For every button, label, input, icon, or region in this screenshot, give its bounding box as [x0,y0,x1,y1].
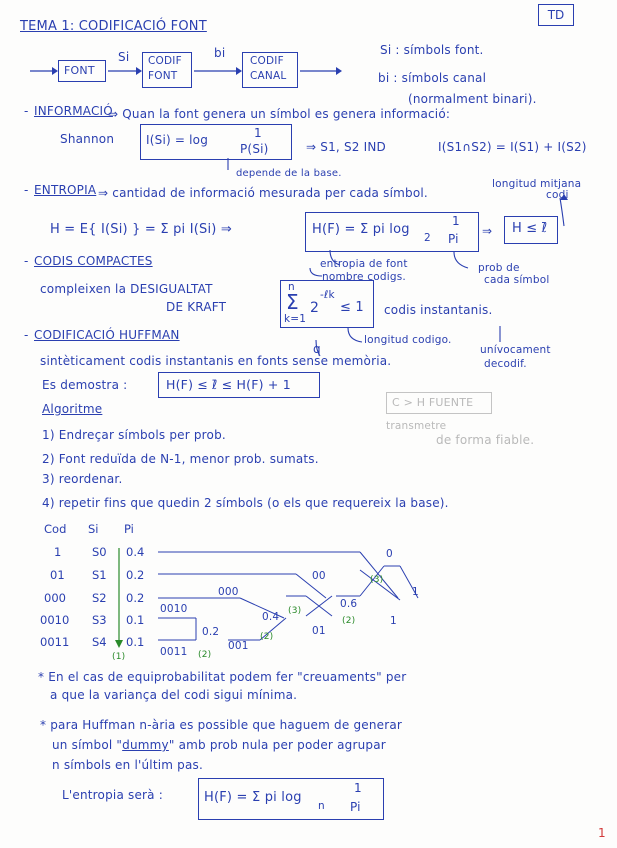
kraft-sum: Σ [286,290,299,314]
entropia-text: ⇒ cantidad de informació mesurada per cada símbol. [98,186,428,200]
entropy-n-lhs: H(F) = Σ pi log [204,790,302,805]
tree-code-1b: 1 [390,615,397,627]
cell-cod: 000 [44,591,66,605]
cell-p: 0.4 [126,545,145,559]
entropy-formula-den: Pi [448,232,459,246]
bi-definition: bi : símbols canal [378,71,487,85]
note-2c: n símbols en l'últim pas. [52,758,204,772]
huffman-text: sintèticament codis instantanis en fonts sense memòria. [40,354,392,368]
entropy-ineq: H ≤ ℓ̄ [512,221,548,236]
entropia-font-note: entropia de font [320,258,408,270]
tree-p04: 0.4 [262,611,280,623]
kraft-le: ≤ 1 [340,300,364,315]
q-label: q [313,342,321,356]
header-cod: Cod [44,522,67,536]
huffman-bullet: - [24,328,29,342]
bi-label: bi [214,46,226,60]
nombre-codis-note: nombre codigs. [322,271,406,283]
entropy-implies: ⇒ [482,224,493,238]
page-number: 1 [598,826,606,840]
prob-note-1: prob de [478,262,520,274]
demo-label: Es demostra : [42,378,128,392]
cell-si: S1 [92,568,107,582]
note-2a: * para Huffman n-ària es possible que haguem de generar [40,718,403,732]
note-2b-post: " amb prob nula per poder agrupar [168,738,386,752]
tree-code-001: 001 [228,640,249,652]
kraft-text-1: compleixen la DESIGUALTAT [40,282,213,296]
codif-canal-line2: CANAL [250,70,287,82]
step-2: 2) Font reduïda de N-1, menor prob. sumats. [42,452,319,466]
step-1: 1) Endreçar símbols per prob. [42,428,226,442]
tree-code-0010: 0010 [160,603,188,615]
entropy-n-sub: n [318,800,325,812]
tree-code-00: 00 [312,570,326,582]
header-pi: Pi [124,522,134,536]
informacio-text: ⇒ Quan la font genera un símbol es genera informació: [108,107,451,121]
base-note: depende de la base. [236,168,342,179]
independence-implies: ⇒ S1, S2 IND [306,140,386,154]
si-definition: Si : símbols font. [380,43,484,57]
shannon-label: Shannon [60,132,115,146]
compactes-bullet: - [24,254,29,268]
avg-length-note1: longitud mitjana [492,178,582,190]
tree-step-3c: (3) [370,575,384,585]
note-2b [52,738,386,752]
kraft-base: 2 [310,300,320,316]
page-title: TEMA 1: CODIFICACIÓ FONT [20,19,207,34]
capacity-note-1: transmetre [386,420,447,432]
entropy-n-label: L'entropia serà : [62,788,163,802]
cell-p: 0.1 [126,613,145,627]
shannon-formula-num: 1 [254,126,262,140]
step-4: 4) repetir fins que quedin 2 símbols (o els que requereix la base). [42,496,449,510]
tree-step-1: (1) [112,652,126,662]
tree-code-01: 01 [312,625,326,637]
prob-note-2: cada símbol [484,274,550,286]
avg-length-note2: codi [546,189,569,201]
demo-formula: H(F) ≤ ℓ̄ ≤ H(F) + 1 [166,377,291,392]
tree-p06: 0.6 [340,598,358,610]
entropy-n-den: Pi [350,800,361,814]
bi-note: (normalment binari). [408,92,537,106]
additivity-formula: I(S1∩S2) = I(S1) + I(S2) [438,140,587,154]
informacio-heading: INFORMACIÓ [34,104,113,118]
cell-cod: 0011 [40,635,70,649]
huffman-heading: CODIFICACIÓ HUFFMAN [34,328,180,342]
codif-font-line2: FONT [148,70,178,82]
note-1b: a que la variança del codi sigui mínima. [50,688,298,702]
tree-step-3a: (3) [288,606,302,616]
entropia-heading: ENTROPIA [34,183,97,197]
cell-si: S0 [92,545,107,559]
codif-font-line1: CODIF [148,55,182,67]
header-si: Si [88,522,99,536]
note-2b-dummy: dummy [122,738,169,752]
si-label: Si [118,50,130,64]
kraft-text-2: DE KRAFT [166,300,227,314]
informacio-bullet: - [24,104,29,118]
cell-p: 0.2 [126,568,145,582]
step-3: 3) reordenar. [42,472,123,486]
algoritme-heading: Algoritme [42,402,103,416]
shannon-formula-den: P(Si) [240,142,269,156]
longitud-codigo: longitud codigo. [364,334,452,346]
td-badge-label: TD [547,8,565,22]
tree-code-000: 000 [218,586,239,598]
tree-p02: 0.2 [202,626,220,638]
entropy-formula-lhs: H(F) = Σ pi log [312,222,410,237]
cell-cod: 0010 [40,613,70,627]
entropy-formula-sub: 2 [424,232,431,244]
entropia-bullet: - [24,183,29,197]
cell-si: S4 [92,635,107,649]
entropy-expectation: H = E{ I(Si) } = Σ pi I(Si) ⇒ [50,222,232,237]
instant-codes: codis instantanis. [384,303,493,317]
cell-si: S2 [92,591,107,605]
kraft-top: n [288,281,295,293]
font-label: FONT [64,64,95,77]
tree-step-3b: (2) [342,616,356,626]
cell-si: S3 [92,613,107,627]
note-1a: * En el cas de equiprobabilitat podem fer "creuaments" per [38,670,407,684]
kraft-bottom: k=1 [284,313,307,325]
tree-code-0: 0 [386,548,393,560]
compactes-heading: CODIS COMPACTES [34,254,153,268]
tree-code-0011: 0011 [160,646,188,658]
note-2b-pre: un símbol " [52,738,123,752]
kraft-exponent: -ℓk [320,289,335,301]
cell-cod: 1 [54,545,62,559]
tree-step-2b: (2) [260,632,274,642]
capacity-note-2: de forma fiable. [436,433,535,447]
unico-2: decodif. [484,358,527,370]
capacity-label: C > H FUENTE [392,396,474,409]
unico-1: unívocament [480,344,551,356]
entropy-n-num: 1 [354,781,362,795]
shannon-formula-lhs: I(Si) = log [146,133,209,147]
tree-code-1a: 1 [412,586,419,598]
codif-canal-line1: CODIF [250,55,284,67]
cell-p: 0.2 [126,591,145,605]
tree-step-2a: (2) [198,650,212,660]
cell-cod: 01 [50,568,65,582]
cell-p: 0.1 [126,635,145,649]
entropy-formula-num: 1 [452,214,460,228]
